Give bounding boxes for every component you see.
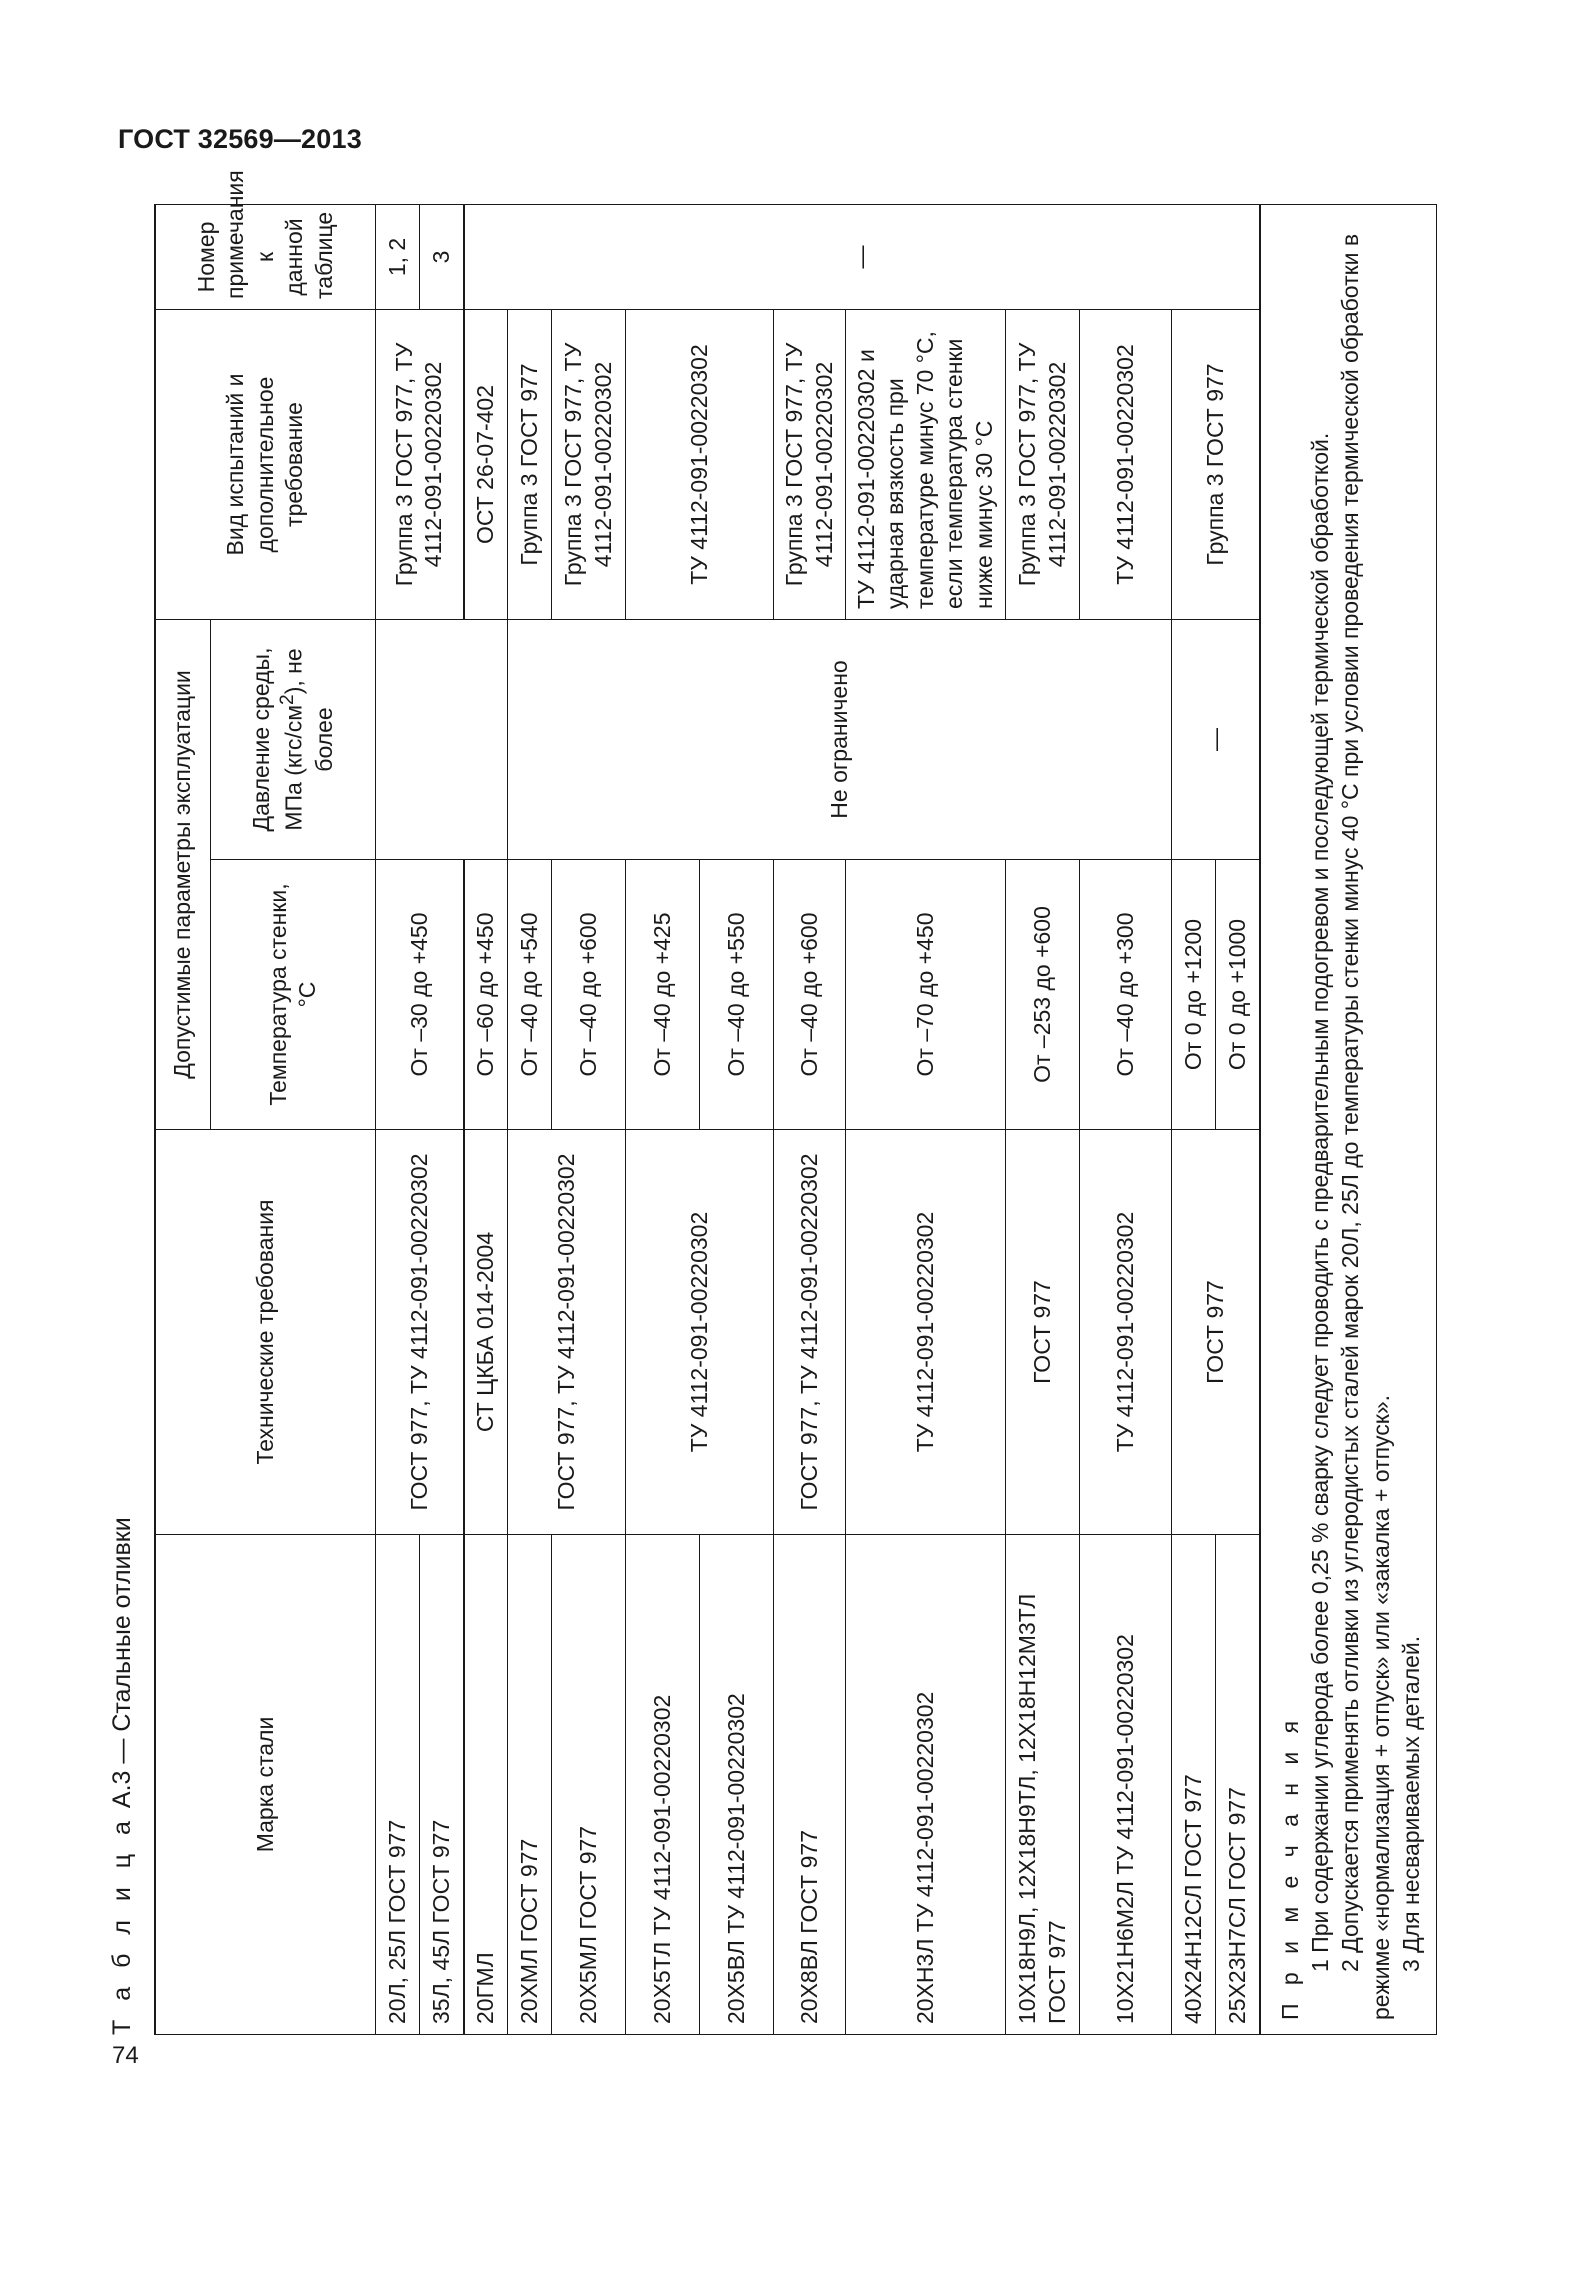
cell-temp: От –70 до +450	[846, 860, 1006, 1130]
table-row	[774, 204, 846, 2034]
cell-temp: От –40 до +600	[774, 860, 846, 1130]
table-row	[508, 204, 552, 2034]
cell-note: 1, 2	[376, 204, 420, 309]
table-row	[626, 204, 700, 2034]
cell-grade: 20ХМЛ ГОСТ 977	[508, 1535, 552, 2035]
cell-grade: 20Х5МЛ ГОСТ 977	[552, 1535, 626, 2035]
cell-temp: От –40 до +540	[508, 860, 552, 1130]
cell-temp: От –40 до +425	[626, 860, 700, 1130]
steel-castings-table	[154, 170, 1437, 2035]
header-pressure: Давление среды, МПа $(кгс/см^2)$, не более	[211, 619, 376, 859]
cell-test: Группа 3 ГОСТ 977, ТУ 4112-091-00220302	[774, 309, 846, 619]
cell-temp: От –60 до +450	[464, 860, 508, 1130]
note-item: 3 Для несвариваемых деталей.	[1398, 1635, 1425, 1972]
cell-temp: От –253 до +600	[1006, 860, 1080, 1130]
table-row	[552, 204, 626, 2034]
table-row	[1172, 204, 1216, 2034]
cell-test: Группа 3 ГОСТ 977, ТУ 4112-091-00220302	[552, 309, 626, 619]
cell-test: ТУ 4112-091-00220302	[626, 309, 774, 619]
cell-grade: 40Х24Н12СЛ ГОСТ 977	[1172, 1535, 1216, 2035]
cell-grade: 10Х21Н6М2Л ТУ 4112-091-00220302	[1080, 1535, 1172, 2035]
cell-test: Группа 3 ГОСТ 977	[1172, 309, 1260, 619]
cell-pressure-dash: —	[1172, 619, 1260, 859]
notes-title: П р и м е ч а н и я	[1276, 1714, 1303, 2020]
cell-tech: ТУ 4112-091-00220302	[626, 1130, 774, 1535]
cell-tech: ГОСТ 977	[1006, 1130, 1080, 1535]
cell-test: ТУ 4112-091-00220302 и ударная вязкость при температуре минус 70 °С, если температура стенки ниже минус 30 °С	[846, 309, 1006, 619]
cell-temp: От –40 до +600	[552, 860, 626, 1130]
rotated-table-block	[108, 170, 1448, 2035]
cell-test: ТУ 4112-091-00220302	[1080, 309, 1172, 619]
note-item: 1 При содержании углерода более 0,25 % сварку следует проводить с предварительным подогревом и последующей термической обработкой.	[1307, 432, 1334, 1972]
cell-pressure-blank	[376, 619, 508, 859]
table-row	[1006, 204, 1080, 2034]
page-number: 74	[112, 2042, 139, 2069]
cell-tech: СТ ЦКБА 014-2004	[464, 1130, 508, 1535]
cell-test: ОСТ 26-07-402	[464, 309, 508, 619]
cell-grade: 20Х5ВЛ ТУ 4112-091-00220302	[700, 1535, 774, 2035]
table-caption-label: Т а б л и ц а	[108, 1815, 136, 2035]
cell-temp: От 0 до +1200	[1172, 860, 1216, 1130]
cell-test: Группа 3 ГОСТ 977, ТУ 4112-091-00220302	[1006, 309, 1080, 619]
cell-note: 3	[420, 204, 464, 309]
cell-tech: ГОСТ 977	[1172, 1130, 1260, 1535]
header-steel-grade: Марка стали	[155, 1535, 376, 2035]
header-test-type: Вид испытаний и дополнительное требование	[155, 309, 376, 619]
cell-test: Группа 3 ГОСТ 977, ТУ 4112-091-00220302	[376, 309, 464, 619]
cell-tech: ГОСТ 977, ТУ 4112-091-00220302	[508, 1130, 626, 1535]
cell-temp: От 0 до +1000	[1216, 860, 1260, 1130]
cell-tech: ГОСТ 977, ТУ 4112-091-00220302	[376, 1130, 464, 1535]
cell-temp: От –30 до +450	[376, 860, 464, 1130]
cell-grade: 20Л, 25Л ГОСТ 977	[376, 1535, 420, 2035]
cell-grade: 20Х8ВЛ ГОСТ 977	[774, 1535, 846, 2035]
table-caption	[108, 1517, 137, 2035]
note-item: 2 Допускается применять отливки из углеродистых сталей марок 20Л, 25Л до температуры стенки минус 40 °С при условии проведения термической обработки в режиме «нормализация + отпуск» или «закалка + отпуск».	[1337, 233, 1394, 2020]
cell-grade: 35Л, 45Л ГОСТ 977	[420, 1535, 464, 2035]
cell-test: Группа 3 ГОСТ 977	[508, 309, 552, 619]
cell-pressure: Не ограничено	[508, 619, 1172, 859]
cell-grade: 20ГМЛ	[464, 1535, 508, 2035]
table-row	[846, 204, 1006, 2034]
cell-tech: ТУ 4112-091-00220302	[1080, 1130, 1172, 1535]
table-row	[1080, 204, 1172, 2034]
cell-note-dash: —	[464, 204, 1260, 309]
table-row	[376, 204, 420, 2034]
header-wall-temperature: Температура стенки, °С	[211, 860, 376, 1130]
cell-grade: 20ХН3Л ТУ 4112-091-00220302	[846, 1535, 1006, 2035]
table-row	[464, 204, 508, 2034]
cell-tech: ТУ 4112-091-00220302	[846, 1130, 1006, 1535]
cell-grade: 10Х18Н9Л, 12Х18Н9ТЛ, 12Х18Н12М3ТЛ ГОСТ 977	[1006, 1535, 1080, 2035]
header-permissible-params: Допустимые параметры эксплуатации	[155, 619, 211, 1129]
cell-grade: 25Х23Н7СЛ ГОСТ 977	[1216, 1535, 1260, 2035]
table-notes	[1260, 204, 1437, 2034]
header-note-number: Номер примечания к данной таблице	[155, 204, 376, 309]
header-tech-requirements: Технические требования	[155, 1130, 376, 1535]
document-header: ГОСТ 32569—2013	[118, 124, 362, 154]
cell-grade: 20Х5ТЛ ТУ 4112-091-00220302	[626, 1535, 700, 2035]
cell-tech: ГОСТ 977, ТУ 4112-091-00220302	[774, 1130, 846, 1535]
cell-temp: От –40 до +300	[1080, 860, 1172, 1130]
table-caption-text: А.3 — Стальные отливки	[108, 1517, 136, 1809]
cell-temp: От –40 до +550	[700, 860, 774, 1130]
